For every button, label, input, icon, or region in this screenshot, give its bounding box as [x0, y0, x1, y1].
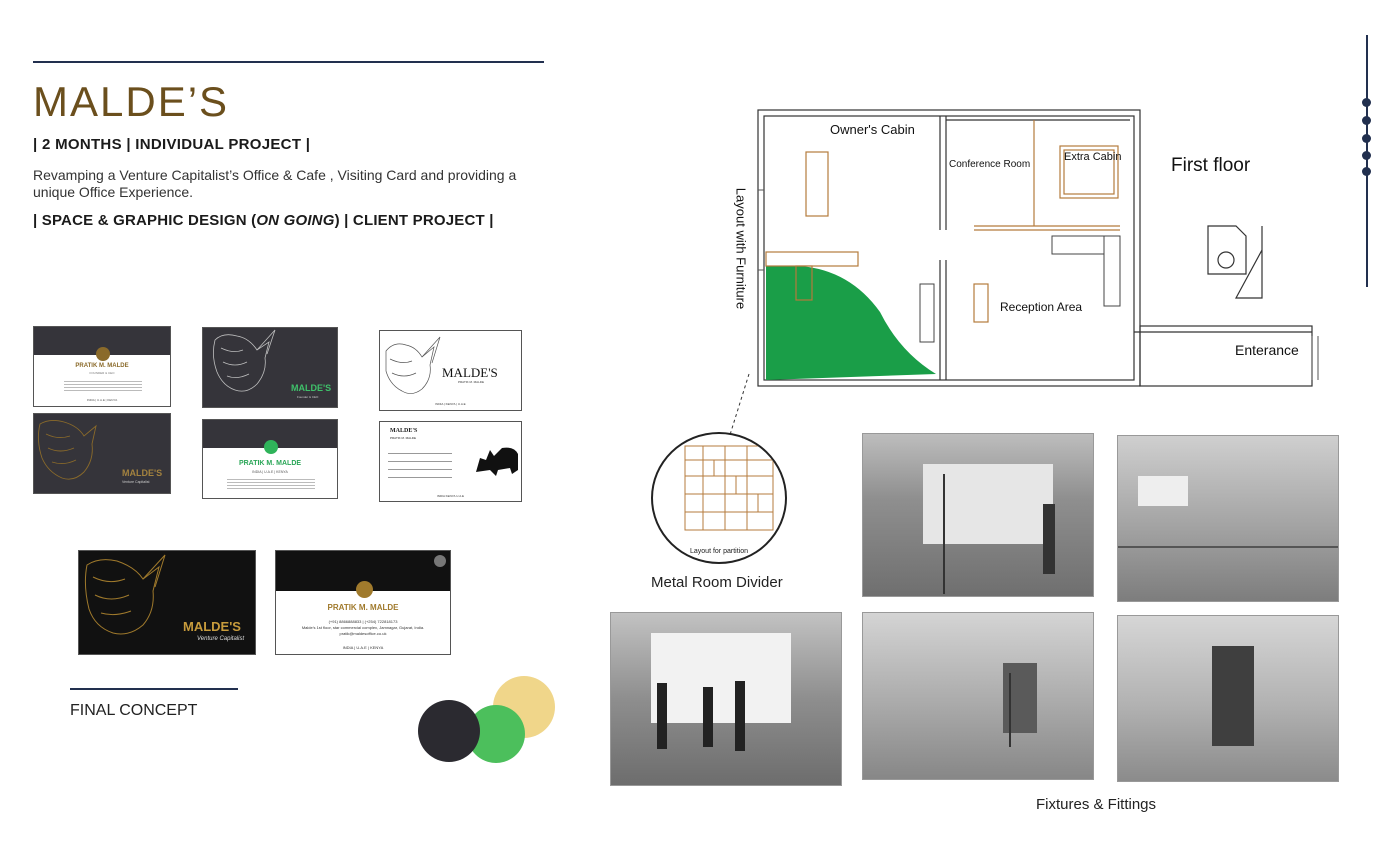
- globe-icon: [434, 555, 446, 567]
- project-description: Revamping a Venture Capitalist’s Office & Cafe , Visiting Card and providing a unique Office Experience.: [33, 167, 517, 200]
- final-card-front: [78, 550, 256, 655]
- fixtures-caption: Fixtures & Fittings: [1036, 796, 1157, 813]
- page-dot-5[interactable]: [1362, 167, 1371, 176]
- side-rule: [1366, 35, 1368, 287]
- role-suffix: ) | CLIENT PROJECT |: [334, 212, 494, 229]
- card-brand: MALDE'S: [291, 383, 332, 393]
- site-photo-1: [862, 433, 1094, 597]
- label-extra-cabin: Extra Cabin: [1064, 151, 1122, 163]
- card-countries: INDIA KENYA U.A.E: [436, 494, 465, 498]
- leader-line: [725, 372, 755, 442]
- card-subtitle: PRATIK M. MALDE: [390, 436, 416, 440]
- final-card-name: PRATIK M. MALDE: [327, 603, 399, 612]
- card-countries: INDIA | U.A.E | KENYA: [252, 470, 288, 474]
- label-layout-with-furniture: Layout with Furniture: [733, 187, 749, 310]
- final-card-countries: INDIA | U.A.E | KENYA: [342, 645, 384, 650]
- final-card-brand: MALDE'S: [183, 619, 241, 634]
- partition-grid: [667, 442, 787, 542]
- site-photo-3: [610, 612, 842, 786]
- rhino-sketch-icon: [34, 414, 171, 494]
- room-divider-detail: [651, 432, 787, 564]
- business-card-front-3: [379, 330, 522, 411]
- label-reception-area: Reception Area: [1000, 300, 1083, 314]
- rhino-logo-icon: [96, 347, 110, 361]
- business-card-front-2: [202, 327, 338, 408]
- card-brand: MALDE'S: [442, 365, 498, 380]
- final-concept-rule: [70, 688, 238, 690]
- site-photo-5: [1117, 615, 1339, 782]
- card-subtitle: PRATIK M. MALDE: [458, 380, 484, 384]
- label-owners-cabin: Owner's Cabin: [830, 122, 915, 137]
- drafting-tools-icon: [1208, 226, 1262, 298]
- page-dot-4[interactable]: [1362, 151, 1371, 160]
- site-photo-2: [1117, 435, 1339, 602]
- card-countries: INDIA | U.A.E | KENYA: [86, 398, 118, 402]
- page-dot-3[interactable]: [1362, 134, 1371, 143]
- rhino-silhouette-icon: [472, 440, 522, 480]
- final-card-back: [275, 550, 451, 655]
- label-conference-room: Conference Room: [949, 159, 1031, 170]
- partition-caption: Layout for partition: [690, 548, 748, 555]
- role-prefix: | SPACE & GRAPHIC DESIGN (: [33, 212, 257, 229]
- final-card-phone: (+91) 8866888833 | (+254) 722818173: [328, 619, 398, 624]
- card-brand: MALDE'S: [390, 428, 418, 434]
- card-name: PRATIK M. MALDE: [75, 363, 129, 369]
- label-entrance: Enterance: [1235, 342, 1299, 358]
- final-card-subtitle: Venture Capitalist: [197, 636, 245, 642]
- business-card-back-1: [33, 413, 171, 494]
- business-card-back-3: [379, 421, 522, 502]
- card-countries: INDIA | KENYA | U.A.E: [435, 402, 466, 406]
- card-brand: MALDE'S: [122, 468, 163, 478]
- final-concept-label: FINAL CONCEPT: [70, 702, 198, 719]
- final-card-address: Malde's 1st floor, star commercial complex, Jamnagar, Gujarat, India.: [301, 625, 425, 630]
- metal-room-divider-label: Metal Room Divider: [651, 574, 783, 591]
- palette-swatch-dark: [418, 700, 480, 762]
- site-photo-4: [862, 612, 1094, 780]
- business-card-back-2: [202, 419, 338, 499]
- rhino-logo-icon: [356, 581, 373, 598]
- final-card-email: pratik@maldesoffice.co.uk: [339, 631, 387, 636]
- role-status: ON GOING: [256, 212, 335, 229]
- header-rule: [33, 61, 544, 63]
- business-card-front-1: [33, 326, 171, 407]
- page-dot-1[interactable]: [1362, 98, 1371, 107]
- card-name: PRATIK M. MALDE: [238, 460, 302, 467]
- card-role: FOUNDER & CEO: [89, 371, 115, 375]
- project-role: [33, 212, 494, 229]
- label-floor: First floor: [1171, 155, 1251, 176]
- cafe-zone: [766, 266, 936, 380]
- project-title: MALDE’S: [33, 78, 230, 125]
- page-dot-2[interactable]: [1362, 116, 1371, 125]
- card-subtitle: Founder & CEO: [297, 395, 319, 399]
- project-meta: | 2 MONTHS | INDIVIDUAL PROJECT |: [33, 136, 311, 153]
- card-subtitle: Venture Capitalist: [122, 480, 150, 484]
- rhino-logo-icon: [264, 440, 278, 454]
